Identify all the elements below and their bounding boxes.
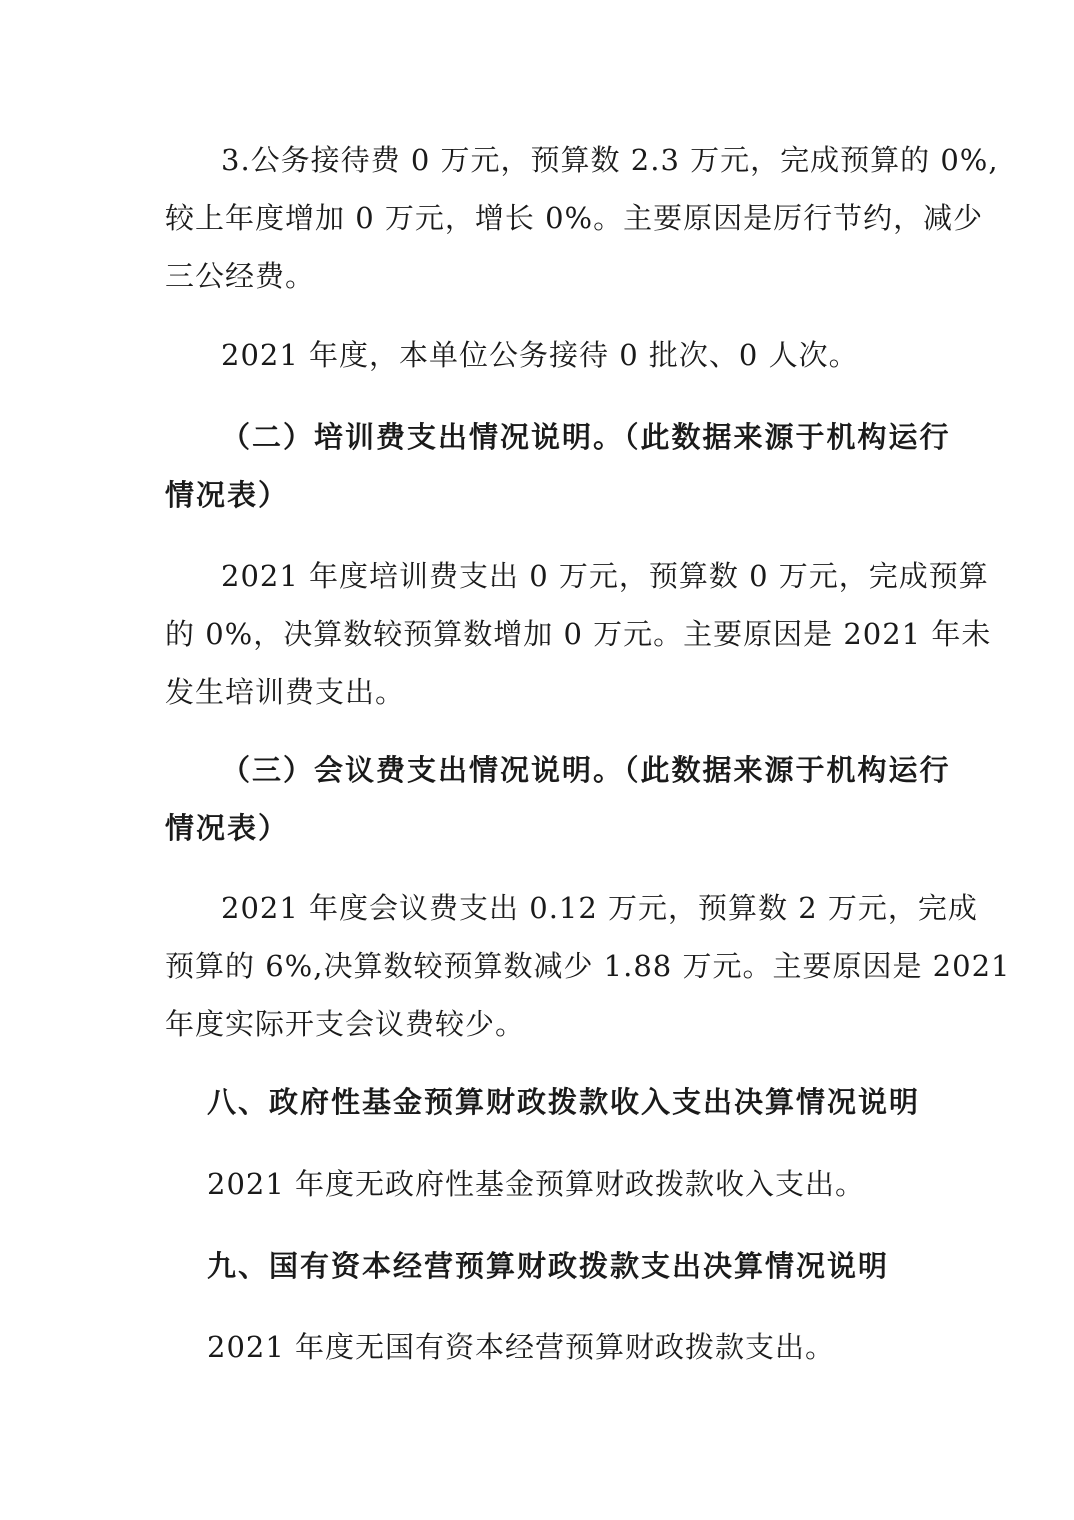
text-line: 三公经费。: [165, 259, 316, 293]
paragraph-reception-expense: [165, 131, 999, 305]
text-line: 较上年度增加 0 万元，增长 0%。主要原因是厉行节约，减少: [165, 201, 984, 235]
paragraph-meeting-expense: [165, 879, 1011, 1053]
text-line: 2021 年度，本单位公务接待 0 批次、0 人次。: [221, 338, 859, 372]
text-line: 2021 年度培训费支出 0 万元，预算数 0 万元，完成预算: [221, 559, 989, 593]
text-line: 年度实际开支会议费较少。: [165, 1007, 526, 1041]
paragraph-state-capital: [165, 1318, 910, 1376]
text-line: 预算的 6%,决算数较预算数减少 1.88 万元。主要原因是 2021: [165, 949, 1011, 983]
paragraph-reception-count: [165, 326, 910, 384]
heading-line: 情况表）: [165, 478, 290, 512]
heading-section-9: [165, 1237, 910, 1295]
heading-line: 情况表）: [165, 811, 290, 845]
text-line: 3.公务接待费 0 万元，预算数 2.3 万元，完成预算的 0%,: [221, 143, 999, 177]
paragraph-training-expense: [165, 547, 992, 721]
heading-training-expense: [165, 408, 951, 524]
text-line: 2021 年度无政府性基金预算财政拨款收入支出。: [207, 1167, 866, 1201]
heading-section-8: [165, 1073, 921, 1131]
paragraph-government-fund: [165, 1155, 910, 1213]
text-line: 发生培训费支出。: [165, 675, 406, 709]
text-line: 2021 年度会议费支出 0.12 万元，预算数 2 万元，完成: [221, 891, 978, 925]
heading-meeting-expense: [165, 741, 951, 857]
text-line: 的 0%，决算数较预算数增加 0 万元。主要原因是 2021 年未: [165, 617, 992, 651]
heading-line: （三）会议费支出情况说明。（此数据来源于机构运行: [221, 753, 951, 787]
text-line: 2021 年度无国有资本经营预算财政拨款支出。: [207, 1330, 836, 1364]
heading-line: （二）培训费支出情况说明。（此数据来源于机构运行: [221, 420, 951, 454]
heading-line: 九、国有资本经营预算财政拨款支出决算情况说明: [207, 1249, 890, 1283]
heading-line: 八、政府性基金预算财政拨款收入支出决算情况说明: [207, 1085, 921, 1119]
